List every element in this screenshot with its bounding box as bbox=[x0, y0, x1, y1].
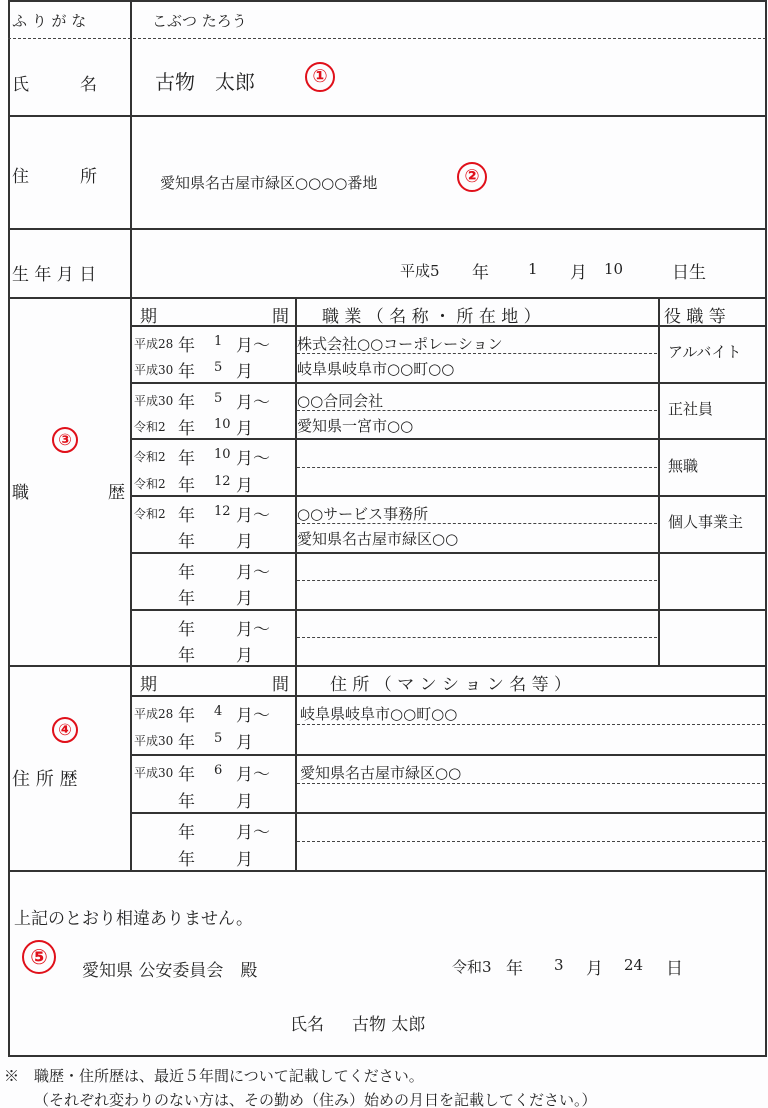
start-era: 平成28 bbox=[134, 337, 174, 351]
birthdate-label: 生 年 月 日 bbox=[12, 265, 97, 285]
start-year-label: 年 bbox=[178, 764, 195, 785]
start-month-label: 月〜 bbox=[236, 764, 270, 785]
address-value: 愛知県名古屋市緑区○○○○番地 bbox=[160, 174, 378, 192]
end-year-label: 年 bbox=[178, 589, 195, 610]
start-year-label: 年 bbox=[178, 823, 195, 843]
birth-day: 10 bbox=[604, 260, 624, 278]
divider bbox=[8, 115, 766, 117]
end-month-label: 月 bbox=[236, 645, 253, 666]
address-header: 住 所 （ マ ン シ ョ ン 名 等 ） bbox=[330, 675, 572, 695]
marker-3: ③ bbox=[52, 427, 78, 453]
note-1: ※ 職歴・住所歴は、最近５年間について記載してください。 bbox=[4, 1067, 424, 1085]
job-position: 個人事業主 bbox=[668, 513, 744, 532]
address-label: 住 所 bbox=[12, 167, 97, 187]
end-year-label: 年 bbox=[178, 362, 195, 383]
start-month: 6 bbox=[214, 762, 223, 778]
history-address: 愛知県名古屋市緑区○○ bbox=[300, 763, 462, 782]
company-name: ○○サービス事務所 bbox=[297, 505, 429, 524]
label-divider bbox=[130, 0, 132, 297]
dashed-divider bbox=[297, 637, 657, 638]
end-month: 12 bbox=[214, 473, 231, 489]
company-name: 株式会社○○コーポレーション bbox=[297, 335, 503, 353]
end-era: 令和2 bbox=[134, 420, 166, 435]
furigana-label: ふ り が な bbox=[12, 12, 87, 30]
birth-year-label: 年 bbox=[472, 263, 489, 283]
start-month: 12 bbox=[214, 504, 231, 520]
frame-right bbox=[765, 0, 767, 1057]
dashed-divider bbox=[297, 841, 765, 842]
position-header: 役 職 等 bbox=[664, 307, 726, 327]
birth-day-label: 日生 bbox=[672, 263, 706, 283]
table-row-divider bbox=[130, 754, 766, 756]
signature-label: 氏名 bbox=[290, 1015, 324, 1035]
job-position: アルバイト bbox=[668, 343, 742, 362]
end-month: 5 bbox=[214, 360, 223, 376]
end-era: 平成30 bbox=[134, 363, 174, 378]
start-month: 1 bbox=[214, 334, 223, 349]
start-year-label: 年 bbox=[178, 506, 195, 527]
end-month: 5 bbox=[214, 731, 223, 747]
start-year-label: 年 bbox=[178, 392, 195, 413]
start-year-label: 年 bbox=[178, 706, 195, 726]
start-era: 平成30 bbox=[134, 393, 174, 408]
occupation-header: 職 業 （ 名 称 ・ 所 在 地 ） bbox=[322, 307, 541, 327]
address-history-label: 住 所 歴 bbox=[12, 769, 78, 790]
divider bbox=[8, 228, 766, 230]
table-row-divider bbox=[130, 438, 766, 440]
start-year-label: 年 bbox=[178, 336, 195, 356]
divider bbox=[8, 297, 766, 299]
table-row-divider bbox=[130, 812, 766, 814]
job-position: 無職 bbox=[668, 456, 699, 475]
end-year-label: 年 bbox=[178, 645, 195, 666]
company-location: 岐阜県岐阜市○○町○○ bbox=[297, 360, 455, 379]
marker-1: ① bbox=[305, 62, 335, 92]
start-month-label: 月〜 bbox=[236, 619, 270, 640]
start-month-label: 月〜 bbox=[236, 336, 270, 356]
start-month: 4 bbox=[214, 704, 223, 719]
end-year-label: 年 bbox=[178, 850, 195, 871]
end-year-label: 年 bbox=[178, 733, 195, 754]
start-era: 令和2 bbox=[134, 450, 166, 465]
history-address: 岐阜県岐阜市○○町○○ bbox=[300, 705, 458, 723]
end-month: 10 bbox=[214, 417, 231, 433]
declaration-month-label: 月 bbox=[586, 959, 603, 979]
name-label: 氏 名 bbox=[12, 75, 97, 95]
marker-2: ② bbox=[457, 162, 487, 192]
start-month-label: 月〜 bbox=[236, 449, 270, 470]
divider bbox=[8, 0, 766, 2]
end-month-label: 月 bbox=[236, 419, 253, 440]
start-year-label: 年 bbox=[178, 562, 195, 583]
name-value: 古物 太郎 bbox=[155, 70, 255, 94]
birth-era: 平成5 bbox=[400, 262, 440, 280]
addressee: 愛知県 公安委員会 殿 bbox=[82, 961, 258, 981]
declaration-year-label: 年 bbox=[506, 959, 523, 979]
dashed-divider bbox=[297, 724, 765, 725]
start-month: 10 bbox=[214, 447, 231, 463]
dashed-divider bbox=[297, 580, 657, 581]
start-month-label: 月〜 bbox=[236, 506, 270, 527]
end-year-label: 年 bbox=[178, 419, 195, 440]
start-year-label: 年 bbox=[178, 449, 195, 470]
start-era: 平成30 bbox=[134, 765, 174, 780]
end-month-label: 月 bbox=[236, 589, 253, 610]
note-2: （それぞれ変わりのない方は、その勤め（住み）始めの月日を記載してください。） bbox=[34, 1091, 597, 1108]
declaration-day: 24 bbox=[624, 956, 644, 974]
period-header-a: 期 bbox=[140, 307, 157, 327]
declaration-day-label: 日 bbox=[666, 959, 683, 979]
end-year-label: 年 bbox=[178, 532, 195, 553]
company-location: 愛知県一宮市○○ bbox=[297, 417, 414, 436]
job-position: 正社員 bbox=[668, 400, 714, 419]
start-month-label: 月〜 bbox=[236, 706, 270, 726]
birth-month: 1 bbox=[528, 260, 538, 278]
period-header-b: 間 bbox=[272, 307, 289, 327]
end-year-label: 年 bbox=[178, 475, 195, 496]
start-month-label: 月〜 bbox=[236, 392, 270, 413]
end-month-label: 月 bbox=[236, 475, 253, 496]
dashed-divider bbox=[297, 783, 765, 784]
marker-5: ⑤ bbox=[22, 940, 56, 974]
end-era: 令和2 bbox=[134, 476, 166, 491]
dashed-divider bbox=[297, 467, 657, 468]
end-era: 平成30 bbox=[134, 734, 174, 749]
table-row-divider bbox=[130, 552, 766, 554]
table-row-divider bbox=[130, 609, 766, 611]
furigana-divider bbox=[8, 38, 766, 39]
start-month-label: 月〜 bbox=[236, 823, 270, 843]
end-month-label: 月 bbox=[236, 532, 253, 553]
frame-left bbox=[8, 0, 10, 1057]
declaration-month: 3 bbox=[554, 956, 564, 974]
birth-month-label: 月 bbox=[570, 263, 587, 283]
company-name: ○○合同会社 bbox=[297, 391, 384, 410]
start-year-label: 年 bbox=[178, 619, 195, 640]
end-month-label: 月 bbox=[236, 850, 253, 871]
divider bbox=[8, 665, 766, 667]
table-row-divider bbox=[130, 382, 766, 384]
work-history-label-a: 職 bbox=[12, 483, 29, 503]
end-month-label: 月 bbox=[236, 733, 253, 754]
end-month-label: 月 bbox=[236, 791, 253, 812]
period-header-b: 間 bbox=[272, 675, 289, 695]
start-month-label: 月〜 bbox=[236, 562, 270, 583]
declaration-date-era: 令和3 bbox=[452, 958, 492, 976]
signature-name: 古物 太郎 bbox=[352, 1015, 426, 1035]
work-history-label-b: 歴 bbox=[108, 483, 125, 503]
declaration-statement: 上記のとおり相違ありません。 bbox=[14, 909, 254, 929]
start-month: 5 bbox=[214, 390, 223, 406]
start-era: 平成28 bbox=[134, 707, 174, 721]
end-month-label: 月 bbox=[236, 362, 253, 383]
divider bbox=[8, 870, 766, 872]
period-header-a: 期 bbox=[140, 675, 157, 695]
divider bbox=[130, 695, 766, 697]
marker-4: ④ bbox=[52, 717, 78, 743]
furigana-value: こぶつ たろう bbox=[152, 12, 247, 30]
end-year-label: 年 bbox=[178, 791, 195, 812]
table-row-divider bbox=[130, 495, 766, 497]
divider bbox=[8, 1055, 766, 1057]
company-location: 愛知県名古屋市緑区○○ bbox=[297, 530, 459, 549]
start-era: 令和2 bbox=[134, 507, 166, 522]
